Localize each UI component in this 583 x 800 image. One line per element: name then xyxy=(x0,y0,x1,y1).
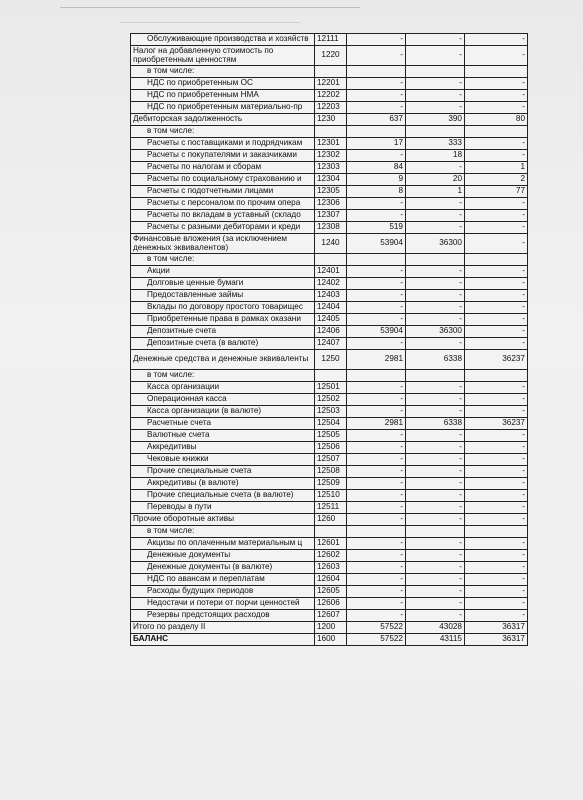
row-value-cell: - xyxy=(406,514,465,526)
row-value-cell: - xyxy=(465,466,528,478)
table-row xyxy=(131,114,528,126)
row-value-cell: 77 xyxy=(465,186,528,198)
row-name-cell: Финансовые вложения (за исключением денежных эквивалентов) xyxy=(131,234,315,254)
row-value-cell: - xyxy=(347,550,406,562)
table-row xyxy=(131,278,528,290)
row-value-cell: - xyxy=(347,430,406,442)
row-name-cell: Дебиторская задолженность xyxy=(131,114,315,126)
row-value-cell: - xyxy=(465,442,528,454)
row-value-cell xyxy=(406,254,465,266)
row-code-cell: 12605 xyxy=(315,586,347,598)
row-code-cell: 1260 xyxy=(315,514,347,526)
table-row xyxy=(131,150,528,162)
row-code-cell: 12606 xyxy=(315,598,347,610)
row-value-cell: - xyxy=(465,314,528,326)
row-value-cell: 57522 xyxy=(347,634,406,646)
row-name-cell: в том числе: xyxy=(131,66,315,78)
row-value-cell: - xyxy=(465,90,528,102)
row-value-cell: - xyxy=(465,138,528,150)
row-name-cell: Обслуживающие производства и хозяйств xyxy=(131,34,315,46)
row-value-cell: - xyxy=(465,430,528,442)
row-value-cell: - xyxy=(406,490,465,502)
table-row xyxy=(131,418,528,430)
table-row xyxy=(131,610,528,622)
table-row xyxy=(131,350,528,370)
table-row xyxy=(131,442,528,454)
row-value-cell: - xyxy=(406,46,465,66)
row-name-cell: Недостачи и потери от порчи ценностей xyxy=(131,598,315,610)
row-name-cell: НДС по приобретенным НМА xyxy=(131,90,315,102)
row-value-cell: - xyxy=(406,550,465,562)
row-value-cell: - xyxy=(465,562,528,574)
row-code-cell: 12506 xyxy=(315,442,347,454)
row-code-cell: 12203 xyxy=(315,102,347,114)
row-value-cell: 36317 xyxy=(465,622,528,634)
row-value-cell: - xyxy=(347,338,406,350)
row-code-cell xyxy=(315,126,347,138)
row-value-cell: - xyxy=(347,150,406,162)
balance-sheet-rows xyxy=(131,34,528,646)
row-value-cell: - xyxy=(465,406,528,418)
row-value-cell: - xyxy=(347,490,406,502)
row-code-cell: 12404 xyxy=(315,302,347,314)
row-value-cell: - xyxy=(406,210,465,222)
table-row xyxy=(131,234,528,254)
row-value-cell: 20 xyxy=(406,174,465,186)
row-name-cell: Предоставленные займы xyxy=(131,290,315,302)
row-name-cell: НДС по авансам и переплатам xyxy=(131,574,315,586)
row-value-cell: - xyxy=(465,394,528,406)
row-value-cell: - xyxy=(406,562,465,574)
row-value-cell: - xyxy=(347,302,406,314)
row-value-cell: - xyxy=(465,454,528,466)
row-value-cell: 18 xyxy=(406,150,465,162)
table-row xyxy=(131,622,528,634)
row-value-cell: 53904 xyxy=(347,234,406,254)
row-name-cell: Долговые ценные бумаги xyxy=(131,278,315,290)
row-code-cell: 1230 xyxy=(315,114,347,126)
row-value-cell: - xyxy=(465,290,528,302)
row-code-cell: 12503 xyxy=(315,406,347,418)
row-value-cell: 36237 xyxy=(465,418,528,430)
row-value-cell: - xyxy=(406,314,465,326)
row-name-cell: Денежные средства и денежные эквиваленты xyxy=(131,350,315,370)
row-value-cell: - xyxy=(406,102,465,114)
row-name-cell: Депозитные счета (в валюте) xyxy=(131,338,315,350)
row-code-cell: 12603 xyxy=(315,562,347,574)
row-code-cell: 12602 xyxy=(315,550,347,562)
row-name-cell: БАЛАНС xyxy=(131,634,315,646)
row-code-cell: 12202 xyxy=(315,90,347,102)
row-value-cell: 53904 xyxy=(347,326,406,338)
table-row xyxy=(131,550,528,562)
row-value-cell xyxy=(465,370,528,382)
row-value-cell: - xyxy=(347,574,406,586)
row-code-cell: 12509 xyxy=(315,478,347,490)
row-value-cell xyxy=(347,370,406,382)
row-value-cell: - xyxy=(406,454,465,466)
row-value-cell: - xyxy=(406,278,465,290)
row-value-cell: - xyxy=(347,586,406,598)
row-value-cell: - xyxy=(347,210,406,222)
row-name-cell: Расчеты с подотчетными лицами xyxy=(131,186,315,198)
row-name-cell: Денежные документы xyxy=(131,550,315,562)
row-code-cell: 12511 xyxy=(315,502,347,514)
row-value-cell: - xyxy=(406,338,465,350)
row-value-cell: - xyxy=(465,490,528,502)
row-code-cell: 12302 xyxy=(315,150,347,162)
table-row xyxy=(131,338,528,350)
row-value-cell: 9 xyxy=(347,174,406,186)
table-row xyxy=(131,598,528,610)
row-value-cell xyxy=(406,126,465,138)
row-value-cell: - xyxy=(465,222,528,234)
row-code-cell: 12304 xyxy=(315,174,347,186)
table-row xyxy=(131,430,528,442)
row-value-cell: 637 xyxy=(347,114,406,126)
table-row xyxy=(131,562,528,574)
row-value-cell: - xyxy=(465,610,528,622)
table-row xyxy=(131,46,528,66)
row-value-cell: - xyxy=(347,382,406,394)
row-code-cell xyxy=(315,370,347,382)
row-value-cell: - xyxy=(347,90,406,102)
row-value-cell: - xyxy=(406,586,465,598)
table-row xyxy=(131,302,528,314)
row-value-cell xyxy=(347,66,406,78)
row-code-cell: 12507 xyxy=(315,454,347,466)
row-code-cell: 12405 xyxy=(315,314,347,326)
row-code-cell: 12308 xyxy=(315,222,347,234)
row-value-cell: 84 xyxy=(347,162,406,174)
row-value-cell: - xyxy=(406,466,465,478)
table-row xyxy=(131,138,528,150)
table-row xyxy=(131,586,528,598)
row-value-cell: 80 xyxy=(465,114,528,126)
row-value-cell: - xyxy=(465,550,528,562)
row-code-cell xyxy=(315,254,347,266)
row-value-cell xyxy=(465,526,528,538)
row-value-cell: - xyxy=(347,478,406,490)
row-name-cell: Расчеты с разными дебиторами и креди xyxy=(131,222,315,234)
row-value-cell: 2981 xyxy=(347,418,406,430)
row-code-cell: 1250 xyxy=(315,350,347,370)
row-value-cell: - xyxy=(347,610,406,622)
row-value-cell: - xyxy=(406,430,465,442)
row-value-cell: - xyxy=(465,338,528,350)
row-value-cell xyxy=(465,66,528,78)
row-name-cell: Прочие специальные счета (в валюте) xyxy=(131,490,315,502)
row-name-cell: Валютные счета xyxy=(131,430,315,442)
table-row xyxy=(131,162,528,174)
row-code-cell xyxy=(315,66,347,78)
table-row xyxy=(131,254,528,266)
row-name-cell: Касса организации (в валюте) xyxy=(131,406,315,418)
row-value-cell: - xyxy=(406,34,465,46)
row-code-cell: 12406 xyxy=(315,326,347,338)
row-name-cell: в том числе: xyxy=(131,126,315,138)
row-name-cell: в том числе: xyxy=(131,254,315,266)
row-code-cell: 1240 xyxy=(315,234,347,254)
row-name-cell: Акцизы по оплаченным материальным ц xyxy=(131,538,315,550)
row-value-cell: 1 xyxy=(465,162,528,174)
row-name-cell: Приобретенные права в рамках оказани xyxy=(131,314,315,326)
row-value-cell: - xyxy=(406,538,465,550)
row-value-cell: - xyxy=(406,598,465,610)
row-value-cell: 390 xyxy=(406,114,465,126)
row-code-cell: 12303 xyxy=(315,162,347,174)
table-row xyxy=(131,382,528,394)
row-name-cell: Расчеты по вкладам в уставный (складо xyxy=(131,210,315,222)
row-value-cell: - xyxy=(465,266,528,278)
scan-artifact-line xyxy=(60,7,360,8)
row-name-cell: Операционная касса xyxy=(131,394,315,406)
row-value-cell: 6338 xyxy=(406,418,465,430)
row-value-cell: - xyxy=(406,394,465,406)
row-value-cell: 1 xyxy=(406,186,465,198)
row-value-cell xyxy=(406,526,465,538)
row-code-cell: 12601 xyxy=(315,538,347,550)
row-value-cell: - xyxy=(465,478,528,490)
row-value-cell: - xyxy=(465,514,528,526)
row-code-cell: 12401 xyxy=(315,266,347,278)
table-row xyxy=(131,370,528,382)
row-value-cell: - xyxy=(406,406,465,418)
row-code-cell: 12501 xyxy=(315,382,347,394)
table-row xyxy=(131,326,528,338)
table-row xyxy=(131,526,528,538)
row-value-cell: - xyxy=(347,442,406,454)
row-name-cell: Денежные документы (в валюте) xyxy=(131,562,315,574)
row-value-cell: - xyxy=(465,302,528,314)
table-row xyxy=(131,78,528,90)
row-value-cell: - xyxy=(406,478,465,490)
row-value-cell: - xyxy=(465,150,528,162)
row-value-cell: - xyxy=(406,198,465,210)
row-code-cell: 12111 xyxy=(315,34,347,46)
row-name-cell: Касса организации xyxy=(131,382,315,394)
table-row xyxy=(131,538,528,550)
row-value-cell xyxy=(465,126,528,138)
row-code-cell: 12307 xyxy=(315,210,347,222)
row-code-cell: 12502 xyxy=(315,394,347,406)
row-name-cell: Итого по разделу II xyxy=(131,622,315,634)
row-value-cell: - xyxy=(347,278,406,290)
row-code-cell: 1220 xyxy=(315,46,347,66)
row-value-cell: - xyxy=(347,266,406,278)
row-value-cell: - xyxy=(347,102,406,114)
row-code-cell: 12301 xyxy=(315,138,347,150)
row-value-cell: - xyxy=(347,562,406,574)
row-value-cell: - xyxy=(465,574,528,586)
row-value-cell: 333 xyxy=(406,138,465,150)
row-value-cell: - xyxy=(465,234,528,254)
row-value-cell: - xyxy=(465,34,528,46)
row-name-cell: Чековые книжки xyxy=(131,454,315,466)
row-name-cell: Депозитные счета xyxy=(131,326,315,338)
row-value-cell: 36317 xyxy=(465,634,528,646)
row-value-cell: - xyxy=(406,610,465,622)
row-value-cell: - xyxy=(465,538,528,550)
table-row xyxy=(131,222,528,234)
row-value-cell: - xyxy=(465,278,528,290)
row-value-cell xyxy=(347,254,406,266)
row-value-cell: - xyxy=(465,326,528,338)
row-value-cell: 6338 xyxy=(406,350,465,370)
row-value-cell: - xyxy=(465,586,528,598)
table-row xyxy=(131,198,528,210)
row-code-cell: 12505 xyxy=(315,430,347,442)
row-value-cell: - xyxy=(465,78,528,90)
row-value-cell xyxy=(406,370,465,382)
table-row xyxy=(131,634,528,646)
row-value-cell: - xyxy=(406,502,465,514)
row-value-cell: - xyxy=(406,382,465,394)
row-value-cell: - xyxy=(347,290,406,302)
row-name-cell: Расходы будущих периодов xyxy=(131,586,315,598)
row-value-cell: 36300 xyxy=(406,234,465,254)
row-name-cell: Прочие оборотные активы xyxy=(131,514,315,526)
row-value-cell: - xyxy=(347,198,406,210)
row-name-cell: Переводы в пути xyxy=(131,502,315,514)
row-code-cell: 12306 xyxy=(315,198,347,210)
row-value-cell: 2 xyxy=(465,174,528,186)
row-value-cell: 43115 xyxy=(406,634,465,646)
balance-sheet-table xyxy=(130,33,528,646)
row-value-cell: - xyxy=(406,290,465,302)
row-value-cell: - xyxy=(406,162,465,174)
table-row xyxy=(131,126,528,138)
row-value-cell: - xyxy=(347,34,406,46)
row-value-cell: - xyxy=(406,574,465,586)
row-value-cell xyxy=(465,254,528,266)
table-row xyxy=(131,90,528,102)
row-value-cell: - xyxy=(465,502,528,514)
row-value-cell: - xyxy=(347,514,406,526)
row-value-cell: - xyxy=(406,266,465,278)
row-value-cell: 519 xyxy=(347,222,406,234)
table-row xyxy=(131,490,528,502)
row-value-cell: - xyxy=(465,46,528,66)
row-code-cell: 12407 xyxy=(315,338,347,350)
table-row xyxy=(131,454,528,466)
table-row xyxy=(131,502,528,514)
row-value-cell: - xyxy=(406,222,465,234)
row-code-cell: 12508 xyxy=(315,466,347,478)
row-name-cell: в том числе: xyxy=(131,526,315,538)
table-row xyxy=(131,102,528,114)
row-value-cell: - xyxy=(347,598,406,610)
row-value-cell: 57522 xyxy=(347,622,406,634)
row-value-cell: - xyxy=(465,102,528,114)
row-value-cell: - xyxy=(347,46,406,66)
row-value-cell: - xyxy=(347,78,406,90)
row-code-cell xyxy=(315,526,347,538)
table-row xyxy=(131,210,528,222)
table-row xyxy=(131,478,528,490)
row-name-cell: Налог на добавленную стоимость по приобретенным ценностям xyxy=(131,46,315,66)
row-code-cell: 1200 xyxy=(315,622,347,634)
row-value-cell: - xyxy=(347,538,406,550)
row-code-cell: 12403 xyxy=(315,290,347,302)
row-value-cell: 36237 xyxy=(465,350,528,370)
row-value-cell: - xyxy=(406,302,465,314)
row-value-cell: 36300 xyxy=(406,326,465,338)
row-value-cell: - xyxy=(347,406,406,418)
row-value-cell: - xyxy=(406,442,465,454)
table-row xyxy=(131,466,528,478)
row-value-cell: - xyxy=(347,394,406,406)
table-row xyxy=(131,34,528,46)
row-code-cell: 1600 xyxy=(315,634,347,646)
table-row xyxy=(131,406,528,418)
row-code-cell: 12510 xyxy=(315,490,347,502)
table-row xyxy=(131,290,528,302)
row-value-cell xyxy=(347,526,406,538)
row-value-cell: - xyxy=(465,210,528,222)
row-value-cell xyxy=(347,126,406,138)
table-row xyxy=(131,186,528,198)
row-name-cell: Вклады по договору простого товарищес xyxy=(131,302,315,314)
row-name-cell: Резервы предстоящих расходов xyxy=(131,610,315,622)
row-value-cell: 2981 xyxy=(347,350,406,370)
row-value-cell: 17 xyxy=(347,138,406,150)
row-name-cell: Расчеты по налогам и сборам xyxy=(131,162,315,174)
row-value-cell: - xyxy=(465,198,528,210)
row-name-cell: в том числе: xyxy=(131,370,315,382)
row-value-cell: - xyxy=(465,598,528,610)
table-row xyxy=(131,174,528,186)
row-code-cell: 12607 xyxy=(315,610,347,622)
row-value-cell: - xyxy=(465,382,528,394)
row-name-cell: Расчеты с поставщиками и подрядчикам xyxy=(131,138,315,150)
row-code-cell: 12604 xyxy=(315,574,347,586)
table-row xyxy=(131,314,528,326)
table-row xyxy=(131,66,528,78)
row-value-cell: 43028 xyxy=(406,622,465,634)
row-name-cell: Расчетные счета xyxy=(131,418,315,430)
row-value-cell: - xyxy=(347,314,406,326)
row-name-cell: НДС по приобретенным ОС xyxy=(131,78,315,90)
row-value-cell xyxy=(406,66,465,78)
row-name-cell: Аккредитивы (в валюте) xyxy=(131,478,315,490)
row-value-cell: - xyxy=(347,454,406,466)
row-name-cell: Расчеты с покупателями и заказчиками xyxy=(131,150,315,162)
row-value-cell: - xyxy=(347,466,406,478)
row-value-cell: 8 xyxy=(347,186,406,198)
row-value-cell: - xyxy=(406,90,465,102)
row-name-cell: Расчеты с персоналом по прочим опера xyxy=(131,198,315,210)
row-value-cell: - xyxy=(347,502,406,514)
table-row xyxy=(131,514,528,526)
row-name-cell: Аккредитивы xyxy=(131,442,315,454)
row-name-cell: Акции xyxy=(131,266,315,278)
table-row xyxy=(131,394,528,406)
row-value-cell: - xyxy=(406,78,465,90)
row-name-cell: НДС по приобретенным материально-пр xyxy=(131,102,315,114)
row-code-cell: 12305 xyxy=(315,186,347,198)
row-code-cell: 12201 xyxy=(315,78,347,90)
row-code-cell: 12402 xyxy=(315,278,347,290)
row-name-cell: Расчеты по социальному страхованию и xyxy=(131,174,315,186)
scan-artifact-line xyxy=(120,22,300,23)
table-row xyxy=(131,574,528,586)
table-row xyxy=(131,266,528,278)
row-code-cell: 12504 xyxy=(315,418,347,430)
row-name-cell: Прочие специальные счета xyxy=(131,466,315,478)
